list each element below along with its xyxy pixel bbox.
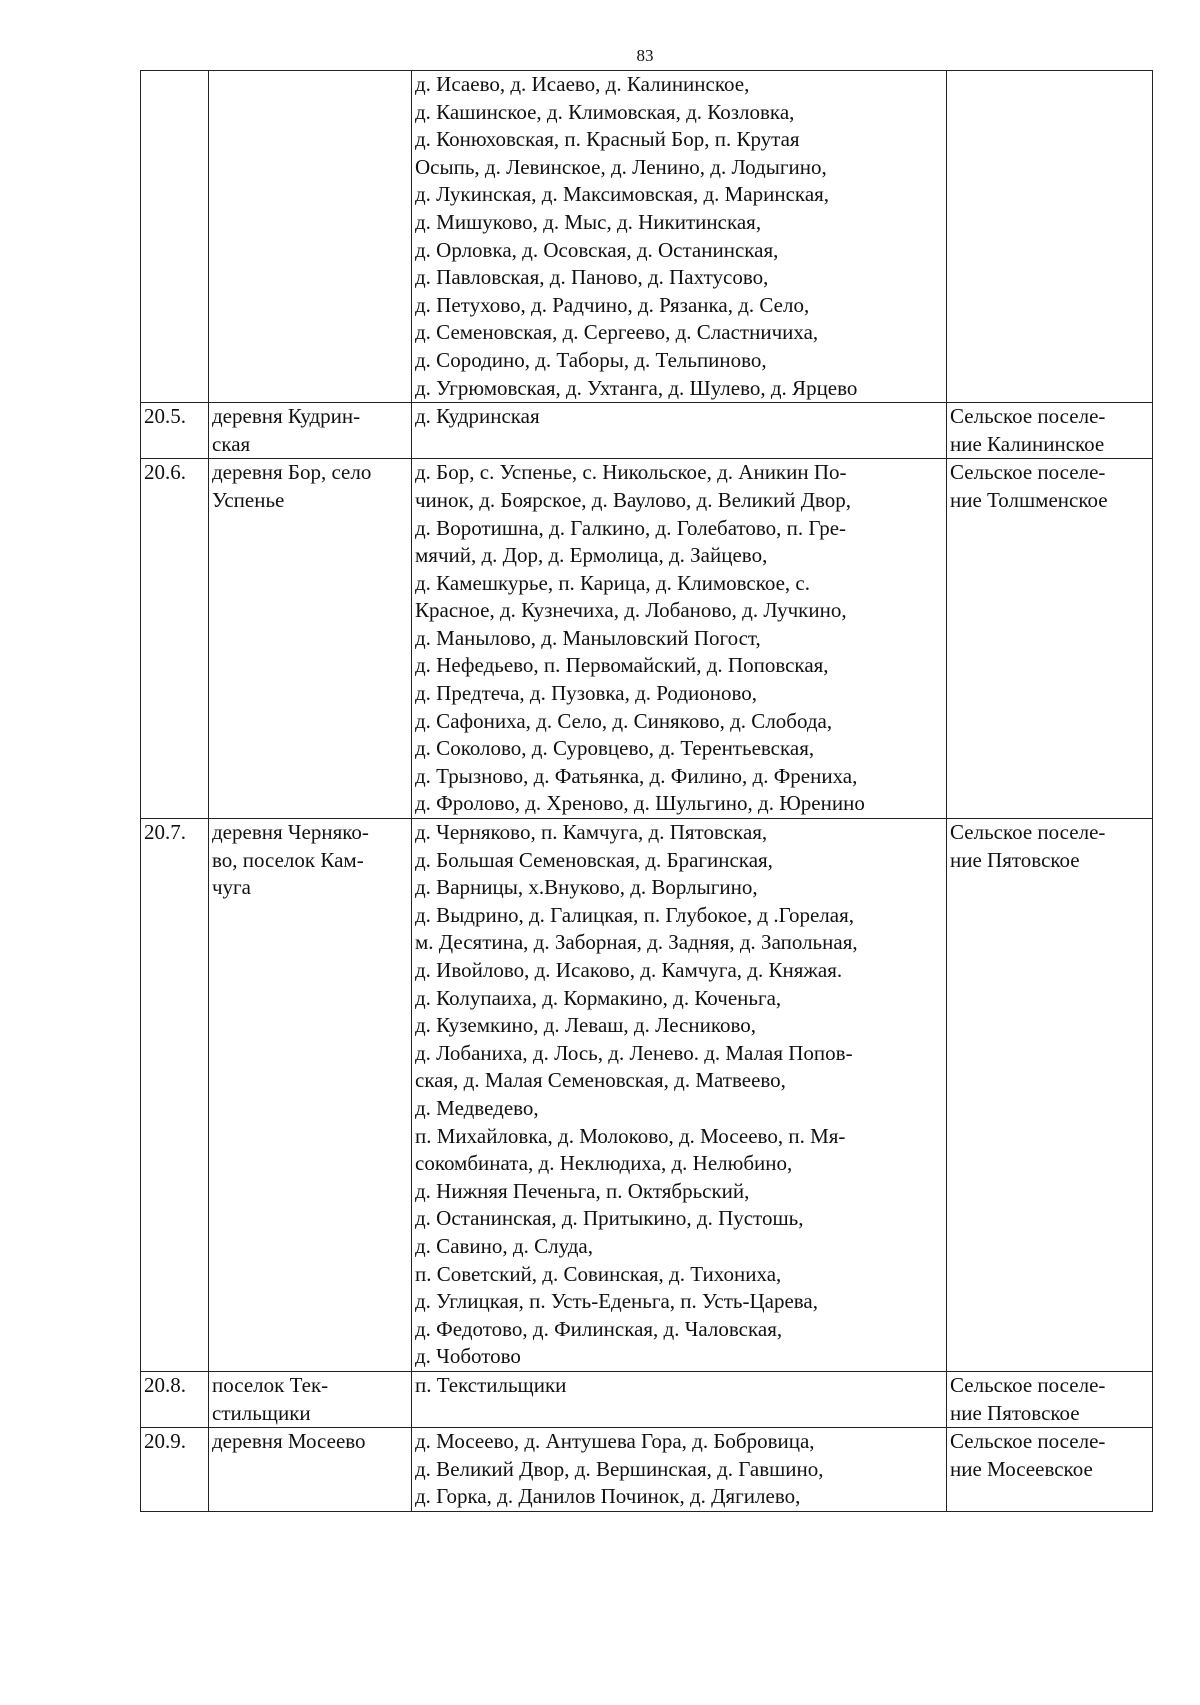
table-row: [141, 71, 1153, 403]
places-list-line: д. Савино, д. Слуда,: [415, 1233, 594, 1258]
places-list-line: д. Федотово, д. Филинская, д. Чаловская,: [415, 1316, 783, 1341]
settlement-name-line: ние Мосеевское: [950, 1456, 1093, 1481]
settlement-name-cell: [947, 819, 1153, 1372]
places-list-cell: [412, 459, 947, 819]
places-list-line: д. Угрюмовская, д. Ухтанга, д. Шулево, д. Ярцево: [415, 375, 858, 400]
locality-name-line: стильщики: [212, 1400, 311, 1425]
row-number-cell: [141, 1371, 209, 1427]
page-number: 83: [636, 46, 654, 65]
places-list-cell: [412, 1428, 947, 1512]
places-list-line: д. Ивойлово, д. Исаково, д. Камчуга, д. Княжая.: [415, 958, 843, 982]
places-list-line: мячий, д. Дор, д. Ермолица, д. Зайцево,: [415, 543, 768, 568]
places-list-line: д. Предтеча, д. Пузовка, д. Родионово,: [415, 681, 757, 706]
places-list-line: д. Павловская, д. Паново, д. Пахтусово,: [415, 265, 769, 290]
places-list-line: д. Чоботово: [415, 1344, 521, 1369]
places-list-line: д. Сородино, д. Таборы, д. Тельпиново,: [415, 347, 767, 372]
table-row: [141, 459, 1153, 819]
places-list-line: д. Углицкая, п. Усть-Еденьга, п. Усть-Царева,: [415, 1289, 818, 1314]
places-list-line: д. Конюховская, п. Красный Бор, п. Крутая: [415, 127, 800, 152]
row-number-cell: [141, 819, 209, 1372]
locality-name-line: чуга: [212, 875, 251, 900]
places-list-line: д. Фролово, д. Хреново, д. Шульгино, д. Юренино: [415, 791, 865, 816]
locality-name-line: деревня Кудрин-: [212, 404, 361, 429]
places-list-line: д. Черняково, п. Камчуга, д. Пятовская,: [415, 820, 768, 845]
places-list-line: д. Бор, с. Успенье, с. Никольское, д. Аникин По-: [415, 460, 847, 485]
places-list-line: Красное, д. Кузнечиха, д. Лобаново, д. Лучкино,: [415, 598, 847, 623]
locality-name-line: Успенье: [212, 487, 285, 512]
places-list-line: д. Манылово, д. Маныловский Погост,: [415, 625, 761, 650]
locality-name-cell: [209, 459, 412, 819]
places-list-line: д. Нефедьево, п. Первомайский, д. Поповская,: [415, 653, 829, 678]
places-list-line: д. Соколово, д. Суровцево, д. Терентьевская,: [415, 736, 815, 761]
places-list-line: п. Текстильщики: [415, 1372, 567, 1397]
settlement-name-line: Сельское поселе-: [950, 1429, 1106, 1454]
places-list-cell: [412, 71, 947, 403]
places-list-line: д. Медведево,: [415, 1095, 539, 1120]
places-list-line: д. Куземкино, д. Леваш, д. Лесниково,: [415, 1013, 757, 1038]
row-number: 20.5.: [144, 404, 186, 429]
settlement-name-cell: [947, 71, 1153, 403]
row-number-cell: [141, 71, 209, 403]
places-list-line: д. Кудринская: [415, 404, 540, 429]
places-list-line: ская, д. Малая Семеновская, д. Матвеево,: [415, 1068, 786, 1093]
table-row: [141, 819, 1153, 1372]
places-list-line: д. Лобаниха, д. Лось, д. Ленево. д. Малая Попов-: [415, 1040, 853, 1065]
locality-name-line: деревня Черняко-: [212, 820, 369, 845]
places-list-line: д. Останинская, д. Притыкино, д. Пустошь,: [415, 1206, 804, 1231]
table-row: [141, 1428, 1153, 1512]
settlement-name-cell: [947, 459, 1153, 819]
places-list-line: д. Большая Семеновская, д. Брагинская,: [415, 847, 773, 872]
places-list-line: д. Лукинская, д. Максимовская, д. Маринская,: [415, 182, 830, 207]
places-list-line: д. Кашинское, д. Климовская, д. Козловка,: [415, 99, 795, 124]
places-list-line: сокомбината, д. Неклюдиха, д. Нелюбино,: [415, 1151, 793, 1176]
settlement-name-line: Сельское поселе-: [950, 1372, 1106, 1397]
table-row: [141, 403, 1153, 459]
places-list-line: д. Исаево, д. Исаево, д. Калининское,: [415, 72, 750, 96]
locality-name-line: деревня Бор, село: [212, 460, 372, 485]
places-list-line: д. Семеновская, д. Сергеево, д. Сластничиха,: [415, 320, 819, 345]
locality-name-line: поселок Тек-: [212, 1372, 329, 1397]
settlement-name-line: Сельское поселе-: [950, 820, 1106, 845]
settlement-name-line: ние Пятовское: [950, 1400, 1080, 1425]
locality-name-line: деревня Мосеево: [212, 1429, 366, 1454]
locality-name-line: ская: [212, 431, 251, 456]
places-list-line: д. Трызново, д. Фатьянка, д. Филино, д. Френиха,: [415, 763, 858, 788]
places-list-line: д. Петухово, д. Радчино, д. Рязанка, д. Село,: [415, 292, 810, 317]
places-list-line: п. Михайловка, д. Молоково, д. Мосеево, п. Мя-: [415, 1123, 846, 1148]
settlement-name-line: ние Пятовское: [950, 847, 1080, 872]
places-list-line: д. Горка, д. Данилов Починок, д. Дягилево,: [415, 1484, 801, 1509]
places-list-line: д. Великий Двор, д. Вершинская, д. Гавшино,: [415, 1456, 824, 1481]
settlements-table: [140, 70, 1153, 1512]
locality-name-cell: [209, 1428, 412, 1512]
row-number-cell: [141, 459, 209, 819]
table-row: [141, 1371, 1153, 1427]
locality-name-cell: [209, 403, 412, 459]
row-number-cell: [141, 403, 209, 459]
settlement-name-cell: [947, 1371, 1153, 1427]
settlement-name-cell: [947, 403, 1153, 459]
row-number: 20.9.: [144, 1429, 186, 1454]
locality-name-cell: [209, 1371, 412, 1427]
settlement-name-line: ние Толшменское: [950, 487, 1108, 512]
row-number: 20.7.: [144, 820, 186, 845]
places-list-line: д. Камешкурье, п. Карица, д. Климовское, с.: [415, 570, 811, 595]
locality-name-cell: [209, 71, 412, 403]
locality-name-cell: [209, 819, 412, 1372]
places-list-line: м. Десятина, д. Заборная, д. Задняя, д. Запольная,: [415, 930, 858, 955]
places-list-line: д. Мосеево, д. Антушева Гора, д. Бобровица,: [415, 1429, 815, 1454]
places-list-line: д. Сафониха, д. Село, д. Синяково, д. Слобода,: [415, 708, 833, 733]
row-number-cell: [141, 1428, 209, 1512]
places-list-line: чинок, д. Боярское, д. Ваулово, д. Великий Двор,: [415, 487, 852, 512]
places-list-line: д. Выдрино, д. Галицкая, п. Глубокое, д .Горелая,: [415, 902, 855, 927]
places-list-cell: [412, 1371, 947, 1427]
places-list-line: д. Мишуково, д. Мыс, д. Никитинская,: [415, 209, 762, 234]
settlement-name-line: ние Калининское: [950, 431, 1105, 456]
places-list-cell: [412, 819, 947, 1372]
places-list-line: д. Варницы, х.Внуково, д. Ворлыгино,: [415, 875, 758, 900]
places-list-cell: [412, 403, 947, 459]
settlement-name-cell: [947, 1428, 1153, 1512]
places-list-line: д. Нижняя Печеньга, п. Октябрьский,: [415, 1178, 750, 1203]
places-list-line: д. Воротишна, д. Галкино, д. Голебатово, п. Гре-: [415, 515, 847, 540]
settlement-name-line: Сельское поселе-: [950, 404, 1106, 429]
row-number: 20.6.: [144, 460, 186, 485]
locality-name-line: во, поселок Кам-: [212, 847, 364, 872]
row-number: 20.8.: [144, 1372, 186, 1397]
places-list-line: д. Орловка, д. Осовская, д. Останинская,: [415, 237, 779, 262]
table-body: [141, 71, 1153, 1512]
places-list-line: Осыпь, д. Левинское, д. Ленино, д. Лодыгино,: [415, 154, 827, 179]
places-list-line: д. Колупаиха, д. Кормакино, д. Коченьга,: [415, 985, 782, 1010]
places-list-line: п. Советский, д. Совинская, д. Тихониха,: [415, 1261, 782, 1286]
settlement-name-line: Сельское поселе-: [950, 460, 1106, 485]
